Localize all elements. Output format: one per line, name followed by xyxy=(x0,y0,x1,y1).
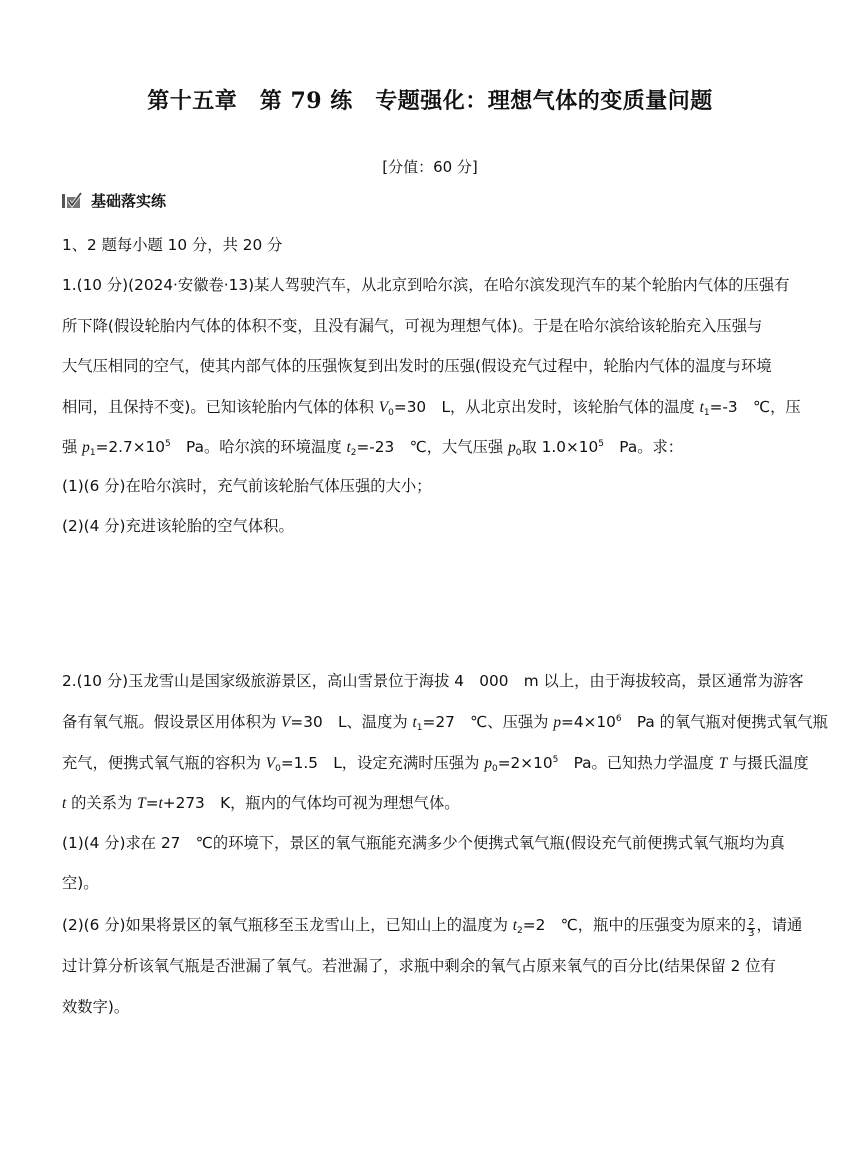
q1-line-1: 1.(10 分)(2024·安徽卷·13)某人驾驶汽车，从北京到哈尔滨，在哈尔滨发现汽车的某个轮胎内气体的压强有 xyxy=(62,276,790,294)
fraction-two-thirds: $\frac{2}{3}$ xyxy=(748,917,755,939)
q2-line-3: 充气，便携式氧气瓶的容积为 $V_0=1.5$ L，设定充满时压强为 $p_0=2\times 10^5$ Pa。已知热力学温度 T 与摄氏温度 xyxy=(62,754,809,774)
q2-line-2: 备有氧气瓶。假设景区用体积为 V=30 L、温度为 $t_1=27$ ℃、压强为 $p=4\times 10^6$ Pa 的氧气瓶对便携式氧气瓶 xyxy=(62,713,828,733)
group-note: 1、2 题每小题 10 分，共 20 分 xyxy=(62,236,283,254)
page-title: 第十五章 第 79 练 专题强化：理想气体的变质量问题 xyxy=(147,88,713,114)
q2-subquestion-2-line-3: 效数字)。 xyxy=(62,998,130,1016)
q2-line-4: t 的关系为 T=t+273 K，瓶内的气体均可视为理想气体。 xyxy=(62,794,460,812)
q2-subquestion-1-line-2: 空)。 xyxy=(62,874,99,892)
q2-subquestion-2-line-2: 过计算分析该氧气瓶是否泄漏了氧气。若泄漏了，求瓶中剩余的氧气占原来氧气的百分比(结果保留 2 位有 xyxy=(62,957,776,975)
section-label: 基础落实练 xyxy=(91,192,167,210)
section-header xyxy=(62,190,166,211)
q1-subquestion-2: (2)(4 分)充进该轮胎的空气体积。 xyxy=(62,517,294,535)
q2-line-1: 2.(10 分)玉龙雪山是国家级旅游景区，高山雪景位于海拔 4 000 m 以上，由于海拔较高，景区通常为游客 xyxy=(62,672,804,690)
q1-line-3: 大气压相同的空气，使其内部气体的压强恢复到出发时的压强(假设充气过程中，轮胎内气体的温度与环境 xyxy=(62,357,772,375)
q1-line-2: 所下降(假设轮胎内气体的体积不变，且没有漏气，可视为理想气体)。于是在哈尔滨给该轮胎充入压强与 xyxy=(62,317,763,335)
q2-subquestion-2-line-1: (2)(6 分)如果将景区的氧气瓶移至玉龙雪山上，已知山上的温度为 $t_2=2$ ℃，瓶中的压强变为原来的 $\frac{2}{3}$ ，请通 xyxy=(62,916,803,939)
q1-line-4: 相同，且保持不变)。已知该轮胎内气体的体积 $V_0=30$ L，从北京出发时，该轮胎气体的温度 $t_1=-3$ ℃，压 xyxy=(62,398,801,418)
q1-line-5: 强 $p_1=2.7\times 10^5$ Pa。哈尔滨的环境温度 $t_2=-23$ ℃，大气压强 $p_0$取 $1.0\times 10^5$ Pa。求： xyxy=(62,438,684,458)
q1-subquestion-1: (1)(6 分)在哈尔滨时，充气前该轮胎气体压强的大小； xyxy=(62,477,432,495)
score-info: [分值：60 分] xyxy=(382,158,478,176)
q2-subquestion-1-line-1: (1)(4 分)求在 27 ℃的环境下，景区的氧气瓶能充满多少个便携式氧气瓶(假设充气前便携式氧气瓶均为真 xyxy=(62,834,785,852)
checklist-icon xyxy=(62,192,83,209)
